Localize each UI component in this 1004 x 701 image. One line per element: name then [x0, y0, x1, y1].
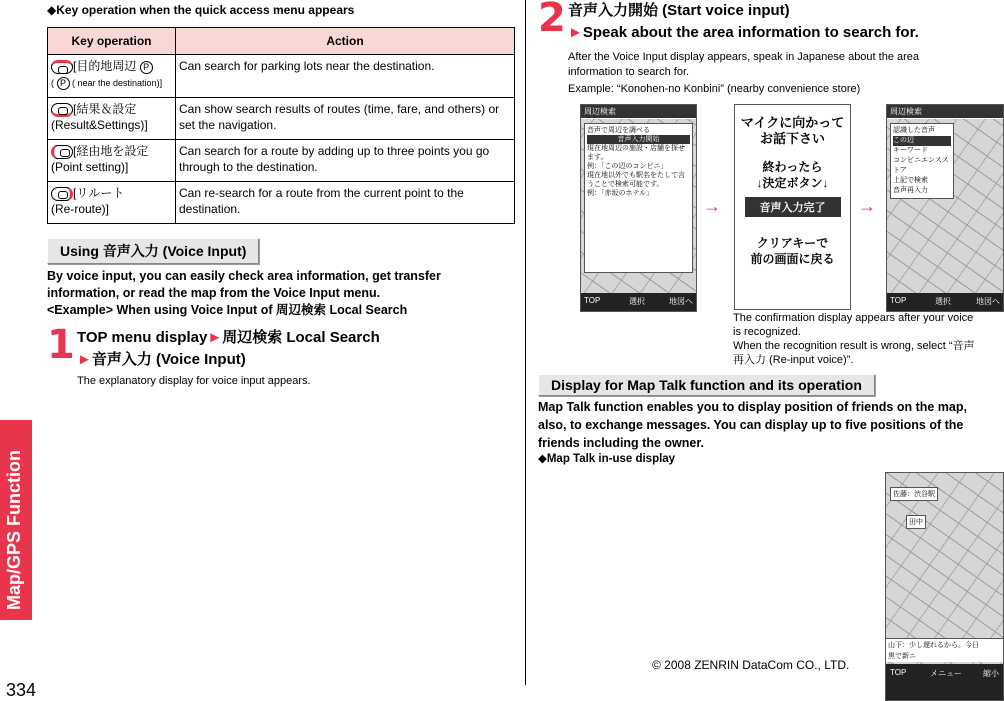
- menu-line: 例：「この辺のコンビニ」: [587, 163, 668, 170]
- p-key-icon: P: [140, 61, 153, 74]
- friend-label: 佐藤：渋谷駅: [890, 487, 938, 501]
- caption-line: 再入力 (Re-input voice)”.: [733, 354, 854, 366]
- step-title-part: 音声入力 (Voice Input): [91, 351, 246, 368]
- key-label: [目的地周辺: [73, 59, 137, 73]
- section-title-voice-input: Using 音声入力 (Voice Input): [47, 238, 259, 264]
- key-extra: (Result&Settings)]: [51, 118, 148, 132]
- softkey-left: TOP: [890, 668, 907, 677]
- confirm-line: お話下さい: [759, 131, 825, 146]
- voice-input-complete-button: 音声入力完了: [745, 197, 841, 217]
- confirm-line: クリアキーで: [756, 236, 829, 250]
- menu-line: 音声再入力: [893, 187, 928, 194]
- map-talk-heading: ◆Map Talk in-use display: [538, 453, 676, 465]
- screen-body: [887, 119, 1003, 293]
- navigation-key-icon: [51, 145, 73, 159]
- menu-line: キーワード: [893, 147, 928, 154]
- screen-title: 周辺検索: [887, 105, 1003, 118]
- table-header-key: Key operation: [48, 28, 176, 55]
- softkey-center: 選択: [935, 297, 951, 306]
- softkey-center: メニュー: [930, 669, 962, 678]
- copyright: © 2008 ZENRIN DataCom CO., LTD.: [652, 658, 850, 672]
- message-line: 山下：少し遅れるから。今日: [888, 642, 979, 649]
- step-title: [77, 327, 515, 371]
- confirm-caption: [733, 311, 1001, 367]
- confirm-line: マイクに向かって: [740, 115, 845, 130]
- menu-line: 上記で検索: [893, 177, 928, 184]
- table-cell-key: [48, 140, 176, 182]
- section-title-map-talk: Display for Map Talk function and its operation: [538, 374, 875, 396]
- side-tab-label: Map/GPS Function: [4, 450, 24, 610]
- section-map-talk: [538, 374, 875, 396]
- message-line: 黒で新ニ: [888, 653, 916, 660]
- step-title-part: TOP menu display: [77, 329, 208, 346]
- key-extra: (Point setting)]: [51, 160, 129, 174]
- confirm-instruction: [735, 159, 850, 191]
- menu-line: コンビニエンスストア: [893, 157, 949, 174]
- intro-line: friends including the owner.: [538, 436, 704, 450]
- p-key-icon: P: [57, 77, 70, 90]
- step-number: 2: [538, 0, 566, 41]
- table-header-action: Action: [176, 28, 515, 55]
- friend-label: 田中: [906, 515, 926, 529]
- key-label: [結果＆設定: [73, 102, 137, 116]
- step-1: [47, 322, 515, 389]
- navigation-key-icon: [51, 60, 73, 74]
- softkey-bar: [581, 293, 696, 311]
- key-extra: (Re-route)]: [51, 202, 110, 216]
- desc-line: After the Voice Input display appears, speak in Japanese about the area: [568, 51, 920, 63]
- menu-line: 現在地以外でも駅名をたして言うことで検索可能です。: [587, 172, 685, 188]
- table-cell-key: [48, 55, 176, 98]
- step-number: 1: [47, 322, 75, 368]
- confirm-text: [735, 115, 850, 147]
- page-number: 334: [6, 680, 37, 700]
- key-label: [リルート: [73, 186, 125, 200]
- table-row: [48, 140, 515, 182]
- softkey-center: 選択: [629, 297, 645, 306]
- screen-title: 周辺検索: [581, 105, 696, 118]
- table-cell-key: [48, 182, 176, 224]
- right-column: [538, 0, 1004, 97]
- confirm-line: 前の画面に戻る: [750, 252, 835, 266]
- softkey-right: 地図へ: [976, 297, 1000, 306]
- phone-screen-voice-menu: [580, 104, 697, 312]
- transition-arrow-icon: →: [703, 196, 721, 216]
- left-column: [47, 0, 515, 389]
- desc-line: Example: “Konohen-no Konbini” (nearby convenience store): [568, 83, 861, 95]
- phone-screen-confirm: [734, 104, 851, 310]
- phone-screen-map-talk: [885, 472, 1004, 701]
- table-cell-action: Can show search results of routes (time, fare, and others) or set the navigation.: [176, 98, 515, 140]
- screen-body: [581, 119, 696, 293]
- table-cell-key: [48, 98, 176, 140]
- softkey-left: TOP: [890, 296, 907, 305]
- step-title-part: Speak about the area information to search for.: [582, 24, 919, 41]
- menu-line: 例：「赤坂のホテル」: [587, 190, 654, 197]
- key-label: [経由地を設定: [73, 144, 149, 158]
- intro-line: also, to exchange messages. You can display up to five positions of the: [538, 418, 964, 432]
- step-description: The explanatory display for voice input appears.: [77, 375, 311, 387]
- navigation-key-icon: [51, 103, 73, 117]
- map-talk-intro: [538, 398, 1004, 452]
- key-extra: ( P: [51, 78, 72, 88]
- softkey-right: 地図へ: [669, 297, 693, 306]
- navigation-key-icon: [51, 187, 73, 201]
- intro-line: <Example> When using Voice Input of 周辺検索 Local Search: [47, 303, 408, 317]
- message-box: [886, 638, 1003, 662]
- softkey-left: TOP: [584, 296, 601, 305]
- table-cell-action: Can re-search for a route from the current point to the destination.: [176, 182, 515, 224]
- menu-highlight: この辺: [893, 136, 951, 146]
- step-description: [568, 50, 1004, 97]
- intro-line: information, or read the map from the Voice Input menu.: [47, 286, 381, 300]
- side-tab: [0, 420, 32, 620]
- key-operation-table: [47, 27, 515, 224]
- table-cell-action: Can search for parking lots near the destination.: [176, 55, 515, 98]
- key-extra-label: ( near the destination)]: [72, 78, 163, 88]
- red-triangle-arrow-icon: ►: [207, 329, 223, 346]
- intro-line: Map Talk function enables you to display position of friends on the map,: [538, 400, 967, 414]
- table-row: [48, 182, 515, 224]
- step-title-part: 音声入力開始 (Start voice input): [568, 2, 790, 19]
- voice-menu-box: [584, 123, 693, 273]
- result-menu: [890, 123, 954, 199]
- softkey-bar: [886, 664, 1003, 700]
- caption-line: When the recognition result is wrong, select “音声: [733, 340, 975, 352]
- table-cell-action: Can search for a route by adding up to three points you go through to the destination.: [176, 140, 515, 182]
- red-triangle-arrow-icon: ►: [77, 351, 92, 368]
- voice-input-intro: [47, 268, 515, 319]
- transition-arrow-icon: →: [858, 196, 876, 216]
- phone-screen-result: [886, 104, 1004, 312]
- intro-line: By voice input, you can easily check area information, get transfer: [47, 269, 441, 283]
- key-ops-heading: ◆Key operation when the quick access menu appears: [47, 3, 355, 17]
- step-2: [538, 0, 1004, 97]
- caption-line: is recognized.: [733, 326, 801, 338]
- softkey-right: 縮小: [983, 669, 999, 678]
- menu-highlight: 音声入力開始: [587, 135, 690, 144]
- step-title-part: 周辺検索 Local Search: [222, 329, 380, 346]
- menu-line: 音声で周辺を調べる: [587, 127, 650, 134]
- confirm-line: 終わったら: [762, 160, 823, 174]
- table-row: [48, 55, 515, 98]
- step-title: [568, 0, 1004, 44]
- softkey-bar: [887, 293, 1003, 311]
- confirm-clear-instruction: [735, 235, 850, 267]
- desc-line: information to search for.: [568, 66, 690, 78]
- menu-line: 認識した音声: [893, 127, 935, 134]
- red-triangle-arrow-icon: ►: [568, 24, 583, 41]
- caption-line: The confirmation display appears after your voice: [733, 312, 974, 324]
- confirm-line: ↓決定ボタン↓: [756, 176, 829, 190]
- menu-line: 現在地周辺の施設・店舗を探せます。: [587, 145, 685, 161]
- table-row: [48, 98, 515, 140]
- column-divider: [525, 0, 526, 685]
